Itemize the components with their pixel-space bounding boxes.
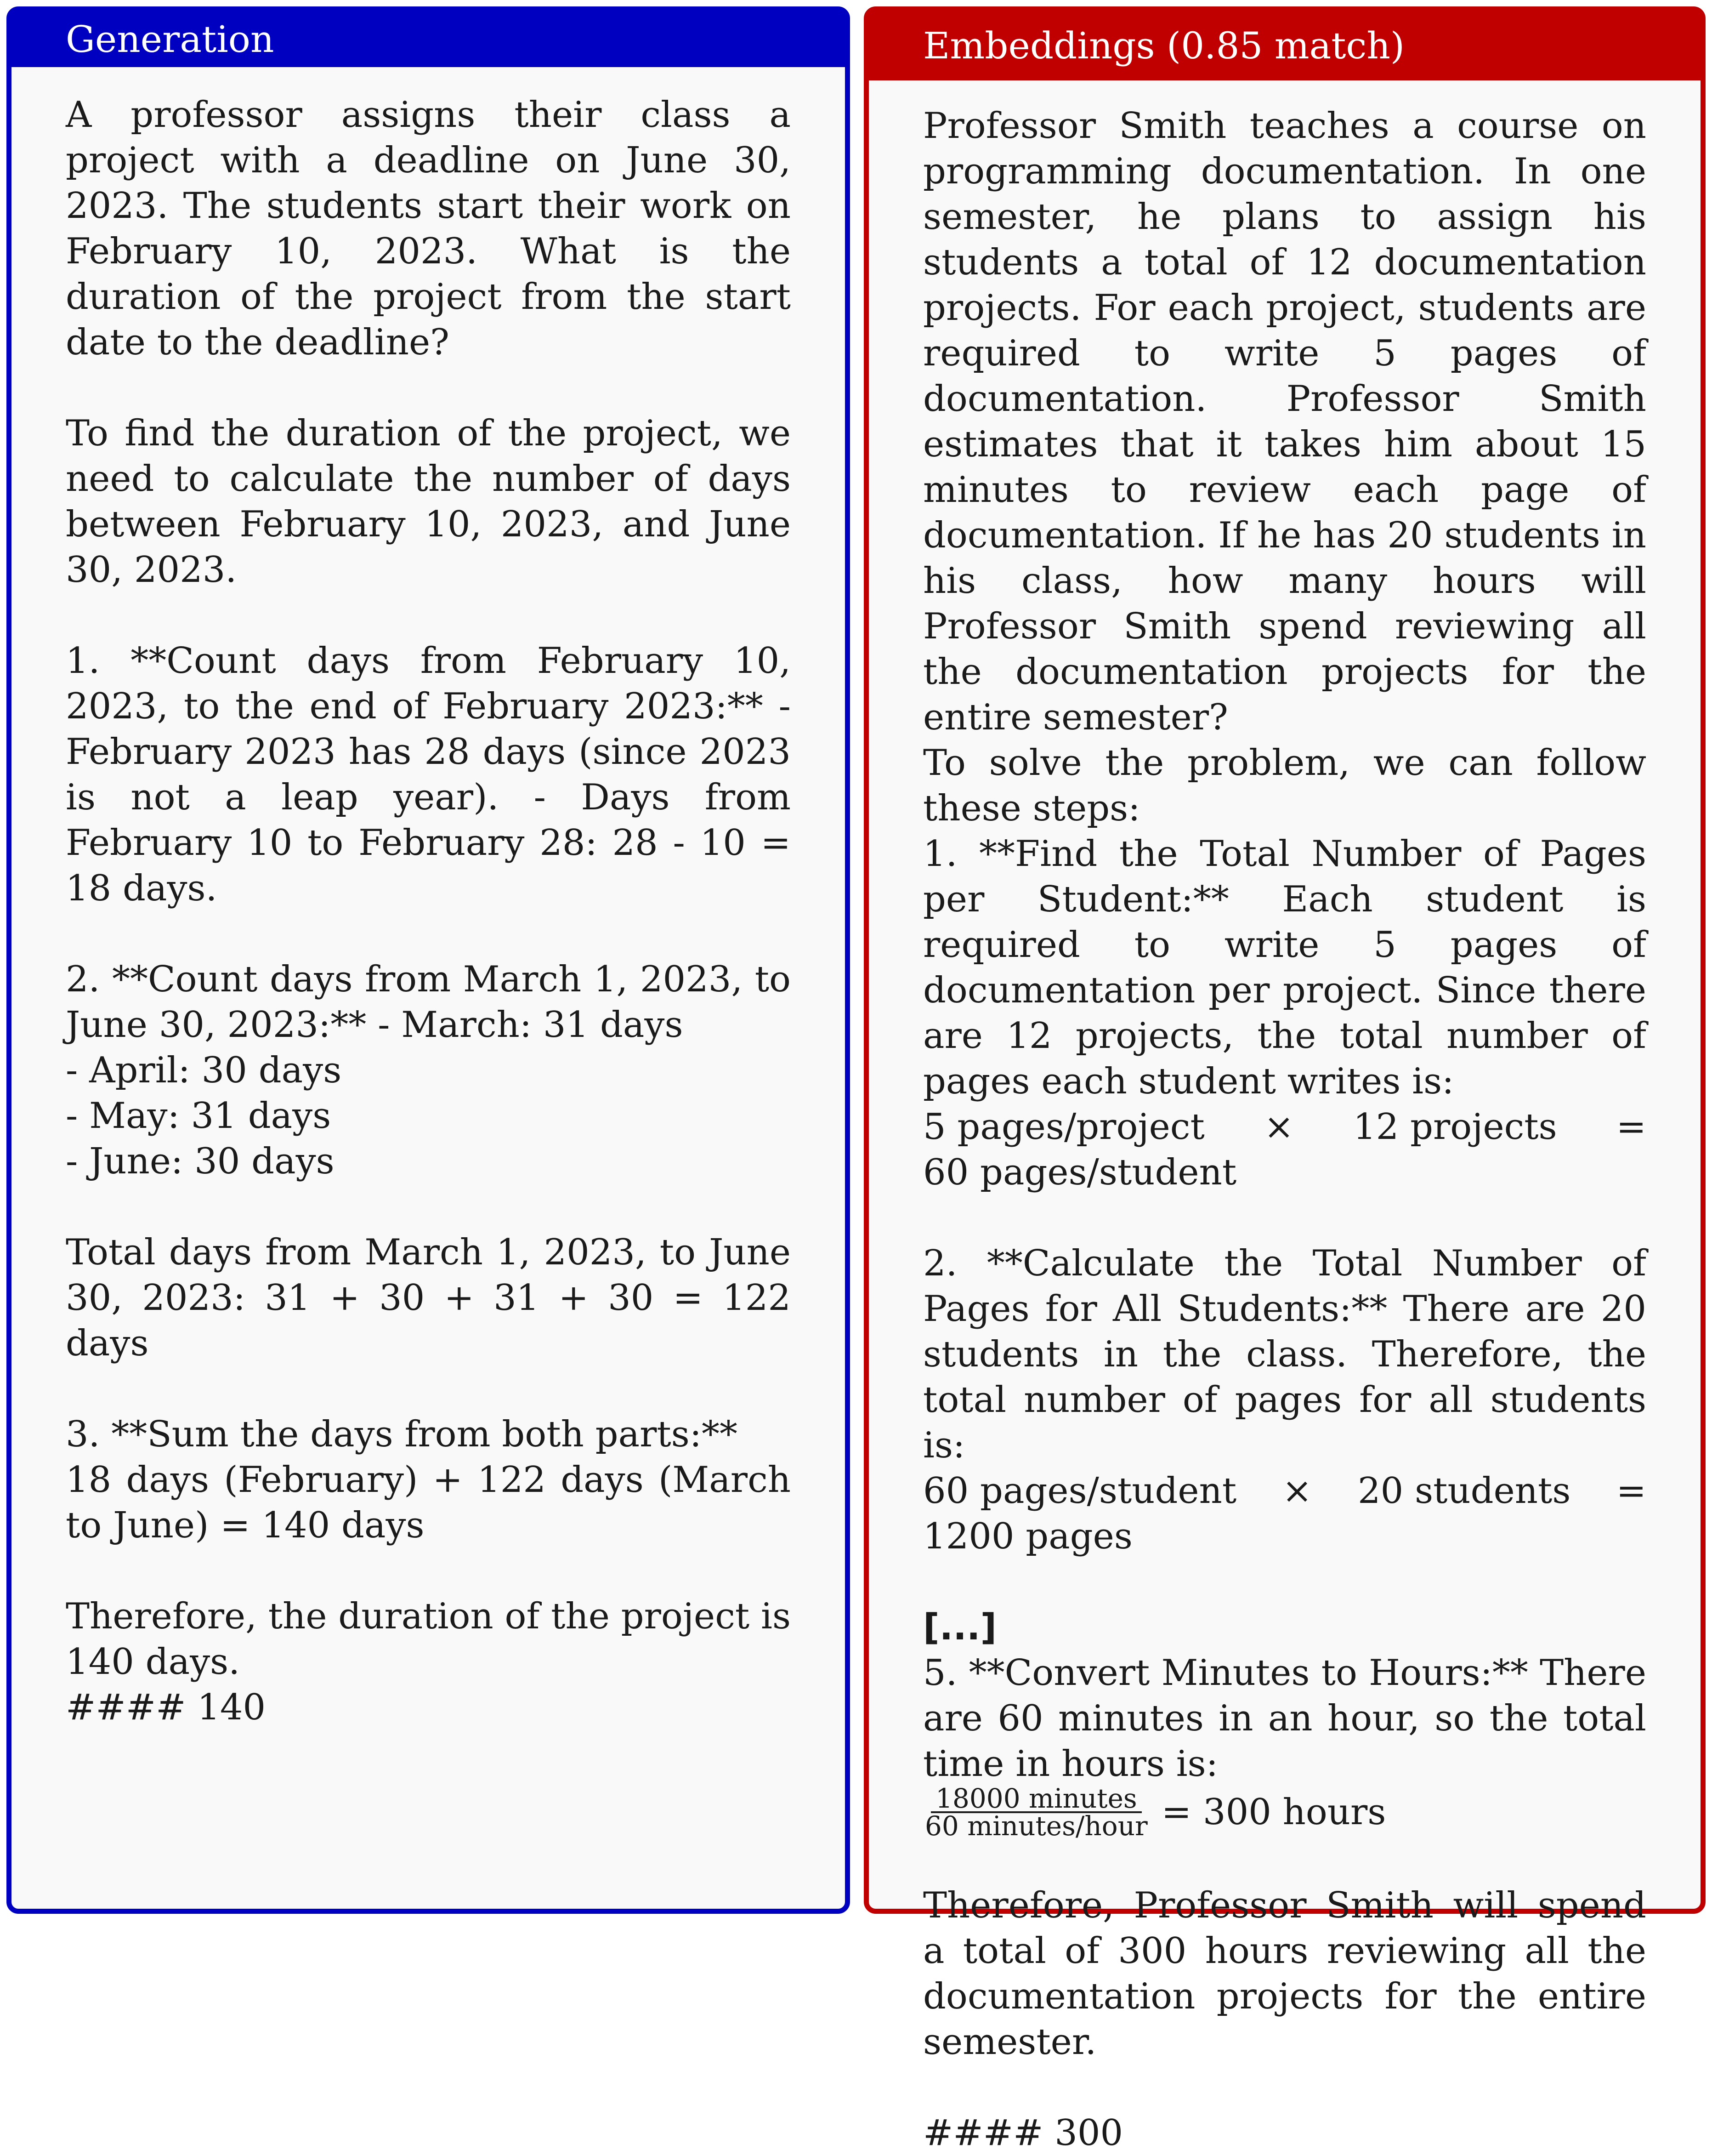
step-2-text: 2. **Count days from March 1, 2023, to June 30, 2023:** - March: 31 days — [66, 959, 791, 1046]
final-answer: #### 140 — [66, 1687, 266, 1728]
formula-2-result: 1200 pages — [923, 1516, 1133, 1557]
formula-1-mid: 12 projects — [1353, 1106, 1557, 1148]
formula-1-result: 60 pages/student — [923, 1152, 1237, 1193]
step-3-text: 18 days (February) + 122 days (March to June) = 140 days — [66, 1459, 791, 1546]
fraction-denominator: 60 minutes/hour — [925, 1810, 1148, 1842]
formula-2 — [923, 1468, 1646, 1514]
step-2-may: - May: 31 days — [66, 1095, 331, 1137]
final-answer: #### 300 — [923, 2112, 1123, 2154]
formula-2-equals: = — [1616, 1470, 1646, 1512]
formula-1-left: 5 pages/project — [923, 1106, 1205, 1148]
fraction-formula — [923, 1783, 1646, 1842]
fraction — [923, 1783, 1150, 1842]
question-text: Professor Smith teaches a course on programming documentation. In one semester, he plans to assign his students a total of 12 documentation projects. For each project, students are required to write 5 pages of documentation. Professor Smith estimates that it takes him about 15 minutes to review each page of documentation. If he has 20 students in his class, how many hours will Professor Smith spend reviewing all the documentation projects for the entire semester? — [923, 105, 1646, 738]
step-2-text: 2. **Calculate the Total Number of Pages for All Students:** There are 20 students in the class. Therefore, the total number of pages for all students is: — [923, 1243, 1646, 1466]
formula-1 — [923, 1104, 1646, 1150]
omission-marker: [...] — [923, 1607, 997, 1648]
step-2-total: Total days from March 1, 2023, to June 30, 2023: 31 + 30 + 31 + 30 = 122 days — [66, 1232, 791, 1364]
embeddings-panel — [864, 6, 1706, 2154]
step-3-heading: 3. **Sum the days from both parts:** — [66, 1414, 738, 1455]
step-5-text: 5. **Convert Minutes to Hours:** There are 60 minutes in an hour, so the total time in hours is: — [923, 1652, 1646, 1785]
generation-panel-body — [66, 92, 791, 1730]
fraction-numerator: 18000 minutes — [931, 1786, 1142, 1813]
step-1-text: 1. **Count days from February 10, 2023, to the end of February 2023:** - February 2023 has 28 days (since 2023 is not a leap year). - Days from February 10 to February 28: 28 - 10 = 18 days. — [66, 640, 791, 909]
step-2-april: - April: 30 days — [66, 1050, 342, 1091]
formula-2-left: 60 pages/student — [923, 1470, 1237, 1512]
formula-1-equals: = — [1616, 1106, 1646, 1148]
embeddings-panel-body — [923, 103, 1646, 2156]
step-1-text: 1. **Find the Total Number of Pages per Student:** Each student is required to write 5 pages of documentation per project. Since there are 12 projects, the total number of pages each student writes is: — [923, 833, 1646, 1102]
conclusion-text: Therefore, the duration of the project is 140 days. — [66, 1596, 791, 1683]
formula-1-times: × — [1264, 1106, 1294, 1148]
embeddings-panel-header: Embeddings (0.85 match) — [869, 11, 1701, 80]
solution-intro: To solve the problem, we can follow these steps: — [923, 742, 1646, 829]
formula-2-times: × — [1282, 1470, 1312, 1512]
step-2-june: - June: 30 days — [66, 1141, 334, 1182]
formula-2-mid: 20 students — [1358, 1470, 1571, 1512]
generation-panel-header: Generation — [11, 11, 845, 67]
question-text: A professor assigns their class a project with a deadline on June 30, 2023. The students start their work on February 10, 2023. What is the duration of the project from the start date to the deadline? — [66, 94, 791, 363]
conclusion-text: Therefore, Professor Smith will spend a total of 300 hours reviewing all the documentation projects for the entire semester. — [923, 1885, 1646, 2063]
solution-intro: To find the duration of the project, we need to calculate the number of days between February 10, 2023, and June 30, 2023. — [66, 413, 791, 591]
fraction-result: = 300 hours — [1161, 1791, 1386, 1833]
generation-panel — [6, 6, 850, 1914]
